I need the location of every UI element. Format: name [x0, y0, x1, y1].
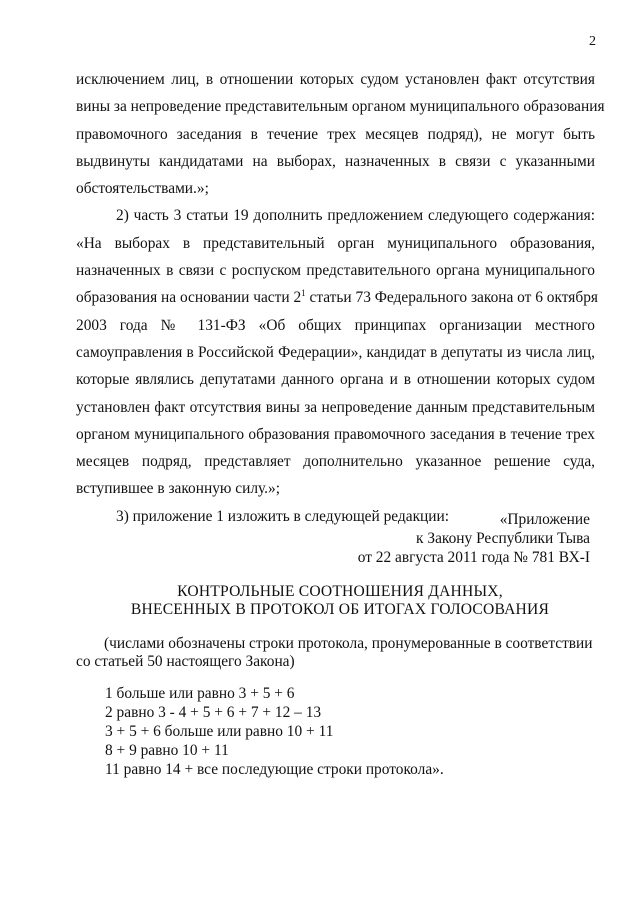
list-item: 1 больше или равно 3 + 5 + 6 [105, 685, 295, 702]
appendix-title [70, 583, 610, 619]
text-line: органом муниципального образования правомочного заседания в течение трех [76, 425, 595, 443]
text-line: вступившее в законную силу.»; [76, 480, 280, 498]
text-line: вины за непроведение представительным органом муниципального образования [76, 98, 605, 116]
note-line: со статьей 50 настоящего Закона) [76, 653, 295, 670]
text-line-with-superscript [76, 284, 598, 311]
text-line: месяцев подряд, представляет дополнительно указанное решение суда, [76, 453, 595, 471]
page-number: 2 [589, 34, 596, 49]
item-3-heading: 3) приложение 1 изложить в следующей редакции: [116, 507, 450, 525]
text-line: выдвинуты кандидатами на выборах, назначенных в связи с указанными [76, 152, 595, 170]
control-ratios-list [105, 684, 444, 779]
text-line: назначенных в связи с роспуском представительного органа муниципального [76, 262, 595, 280]
list-item: 11 равно 14 + все последующие строки протокола». [105, 761, 444, 778]
appendix-line: к Закону Республики Тыва [416, 530, 590, 547]
text-line: 2003 года № 131-ФЗ «Об общих принципах организации местного [76, 316, 595, 334]
body-text [76, 66, 605, 530]
item-2-heading: 2) часть 3 статьи 19 дополнить предложением следующего содержания: [116, 207, 595, 225]
list-item: 2 равно 3 - 4 + 5 + 6 + 7 + 12 – 13 [105, 704, 322, 721]
text-line: исключением лиц, в отношении которых судом установлен факт отсутствия [76, 71, 595, 88]
appendix-header [358, 510, 590, 567]
title-line: КОНТРОЛЬНЫЕ СООТНОШЕНИЯ ДАННЫХ, [177, 583, 503, 600]
list-item: 3 + 5 + 6 больше или равно 10 + 11 [105, 723, 334, 740]
appendix-line: от 22 августа 2011 года № 781 ВХ-I [357, 549, 590, 566]
list-item: 8 + 9 равно 10 + 11 [105, 742, 229, 759]
superscript: 1 [301, 288, 306, 299]
text-line: «На выборах в представительный орган муниципального образования, [76, 234, 595, 252]
text-line: обстоятельствами.»; [76, 180, 209, 198]
text-line: самоуправления в Российской Федерации», кандидат в депутаты из числа лиц, [76, 343, 595, 361]
note-line: (числами обозначены строки протокола, пронумерованные в соответствии [104, 635, 593, 652]
text-fragment: статьи 73 Федерального закона от 6 октября [305, 289, 598, 307]
title-line: ВНЕСЕННЫХ В ПРОТОКОЛ ОБ ИТОГАХ ГОЛОСОВАНИЯ [130, 601, 550, 618]
text-fragment: образования на основании части 2 [76, 289, 302, 307]
text-line: правомочного заседания в течение трех месяцев подряд), не могут быть [76, 125, 595, 143]
text-line: которые являлись депутатами данного органа и в отношении которых судом [76, 371, 595, 389]
appendix-line: «Приложение [499, 511, 590, 528]
text-line: установлен факт отсутствия вины за непроведение данным представительным [76, 398, 595, 416]
